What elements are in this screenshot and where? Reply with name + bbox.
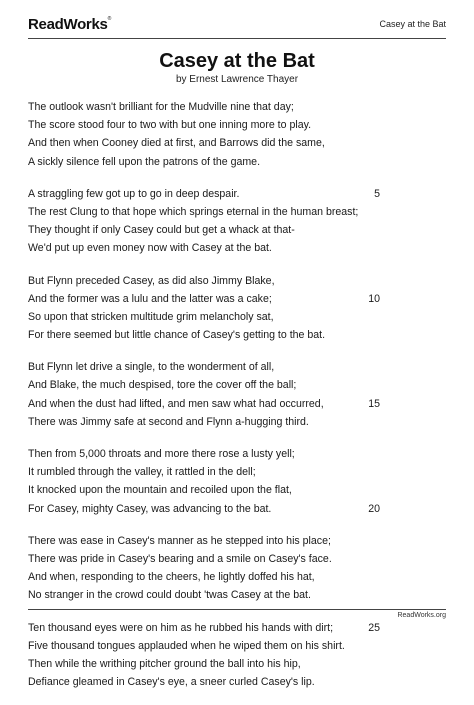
poem-line-text: The outlook wasn't brilliant for the Mudville nine that day;: [28, 101, 294, 113]
poem-line-text: But Flynn let drive a single, to the wonderment of all,: [28, 361, 275, 374]
poem-line-text: But Flynn preceded Casey, as did also Jimmy Blake,: [28, 274, 275, 287]
line-number: 15: [368, 397, 380, 410]
poem-line: [28, 290, 446, 308]
poem-line-text: Five thousand tongues applauded when he wiped them on his shirt.: [28, 639, 345, 652]
poem-line-text: No stranger in the crowd could doubt 'twas Casey at the bat.: [28, 589, 311, 602]
poem-line: [28, 637, 446, 655]
page-header: [28, 10, 446, 38]
poem-line-text: And then when Cooney died at first, and Barrows did the same,: [28, 137, 325, 150]
poem-line: [28, 185, 446, 203]
poem-line: [28, 568, 446, 586]
poem-line: [28, 116, 446, 134]
poem-line: [28, 395, 446, 413]
poem-line: [28, 550, 446, 568]
poem-line: [28, 655, 446, 673]
poem-line: [28, 445, 446, 463]
poem-line-text: There was ease in Casey's manner as he stepped into his place;: [28, 534, 331, 547]
poem-line-text: Defiance gleamed in Casey's eye, a sneer curled Casey's lip.: [28, 676, 315, 689]
poem-line: [28, 153, 446, 171]
stanza: [28, 619, 446, 692]
footer-divider: [28, 609, 446, 610]
poem-line: [28, 586, 446, 604]
poem-line: [28, 308, 446, 326]
poem-line-text: There was Jimmy safe at second and Flynn a-hugging third.: [28, 415, 309, 428]
poem-line: [28, 326, 446, 344]
line-number: 5: [374, 187, 380, 200]
poem-line-text: The rest Clung to that hope which springs eternal in the human breast;: [28, 205, 359, 218]
header-divider: [28, 38, 446, 39]
poem-line: [28, 481, 446, 499]
poem-line: [28, 239, 446, 257]
line-number: 25: [368, 621, 380, 634]
poem-line-text: Then while the writhing pitcher ground the ball into his hip,: [28, 657, 301, 670]
poem-line-text: Ten thousand eyes were on him as he rubbed his hands with dirt;: [28, 621, 334, 634]
poem-line: [28, 221, 446, 239]
poem-line-text: It rumbled through the valley, it rattled in the dell;: [28, 466, 256, 479]
poem-line-text: And Blake, the much despised, tore the cover off the ball;: [28, 379, 297, 392]
stanza: [28, 98, 446, 171]
poem-line-text: A sickly silence fell upon the patrons of the game.: [28, 155, 261, 168]
poem-line-text: There was pride in Casey's bearing and a smile on Casey's face.: [28, 552, 332, 565]
stanza: [28, 272, 446, 345]
stanza: [28, 532, 446, 605]
poem-line-text: And when, responding to the cheers, he lightly doffed his hat,: [28, 571, 315, 584]
poem-line: [28, 673, 446, 691]
poem-line: [28, 134, 446, 152]
poem-line: [28, 272, 446, 290]
line-number: 20: [368, 502, 380, 515]
poem-line-text: For there seemed but little chance of Casey's getting to the bat.: [28, 329, 326, 342]
stanza: [28, 185, 446, 258]
poem-title: Casey at the Bat: [159, 50, 315, 72]
poem-line-text: Then from 5,000 throats and more there rose a lusty yell;: [28, 448, 295, 460]
poem-line-text: For Casey, mighty Casey, was advancing to the bat.: [28, 502, 272, 515]
poem-line: [28, 463, 446, 481]
stanza: [28, 445, 446, 518]
poem-byline: by Ernest Lawrence Thayer: [175, 74, 299, 85]
poem-line-text: They thought if only Casey could but get a whack at that-: [28, 224, 295, 237]
poem-line-text: A straggling few got up to go in deep despair.: [28, 187, 240, 200]
poem-line-text: We'd put up even money now with Casey at the bat.: [28, 242, 272, 255]
poem-line-text: The score stood four to two with but one inning more to play.: [28, 119, 312, 132]
poem-line: [28, 413, 446, 431]
footer-url: ReadWorks.org: [397, 612, 446, 619]
poem-line: [28, 376, 446, 394]
header-title: Casey at the Bat: [379, 19, 446, 29]
poem-line: [28, 532, 446, 550]
stanza: [28, 358, 446, 431]
poem-line: [28, 500, 446, 518]
poem-line: [28, 358, 446, 376]
readworks-logo: ReadWorks®: [28, 15, 111, 33]
poem-line-text: So upon that stricken multitude grim melancholy sat,: [28, 310, 274, 323]
poem-line-text: It knocked upon the mountain and recoiled upon the flat,: [28, 484, 292, 497]
poem-line: [28, 98, 446, 116]
poem-body: [28, 98, 446, 705]
poem-line: [28, 203, 446, 221]
poem-line-text: And when the dust had lifted, and men saw what had occurred,: [28, 397, 324, 410]
poem-line: [28, 619, 446, 637]
poem-line-text: And the former was a lulu and the latter was a cake;: [28, 292, 272, 305]
line-number: 10: [368, 292, 380, 305]
